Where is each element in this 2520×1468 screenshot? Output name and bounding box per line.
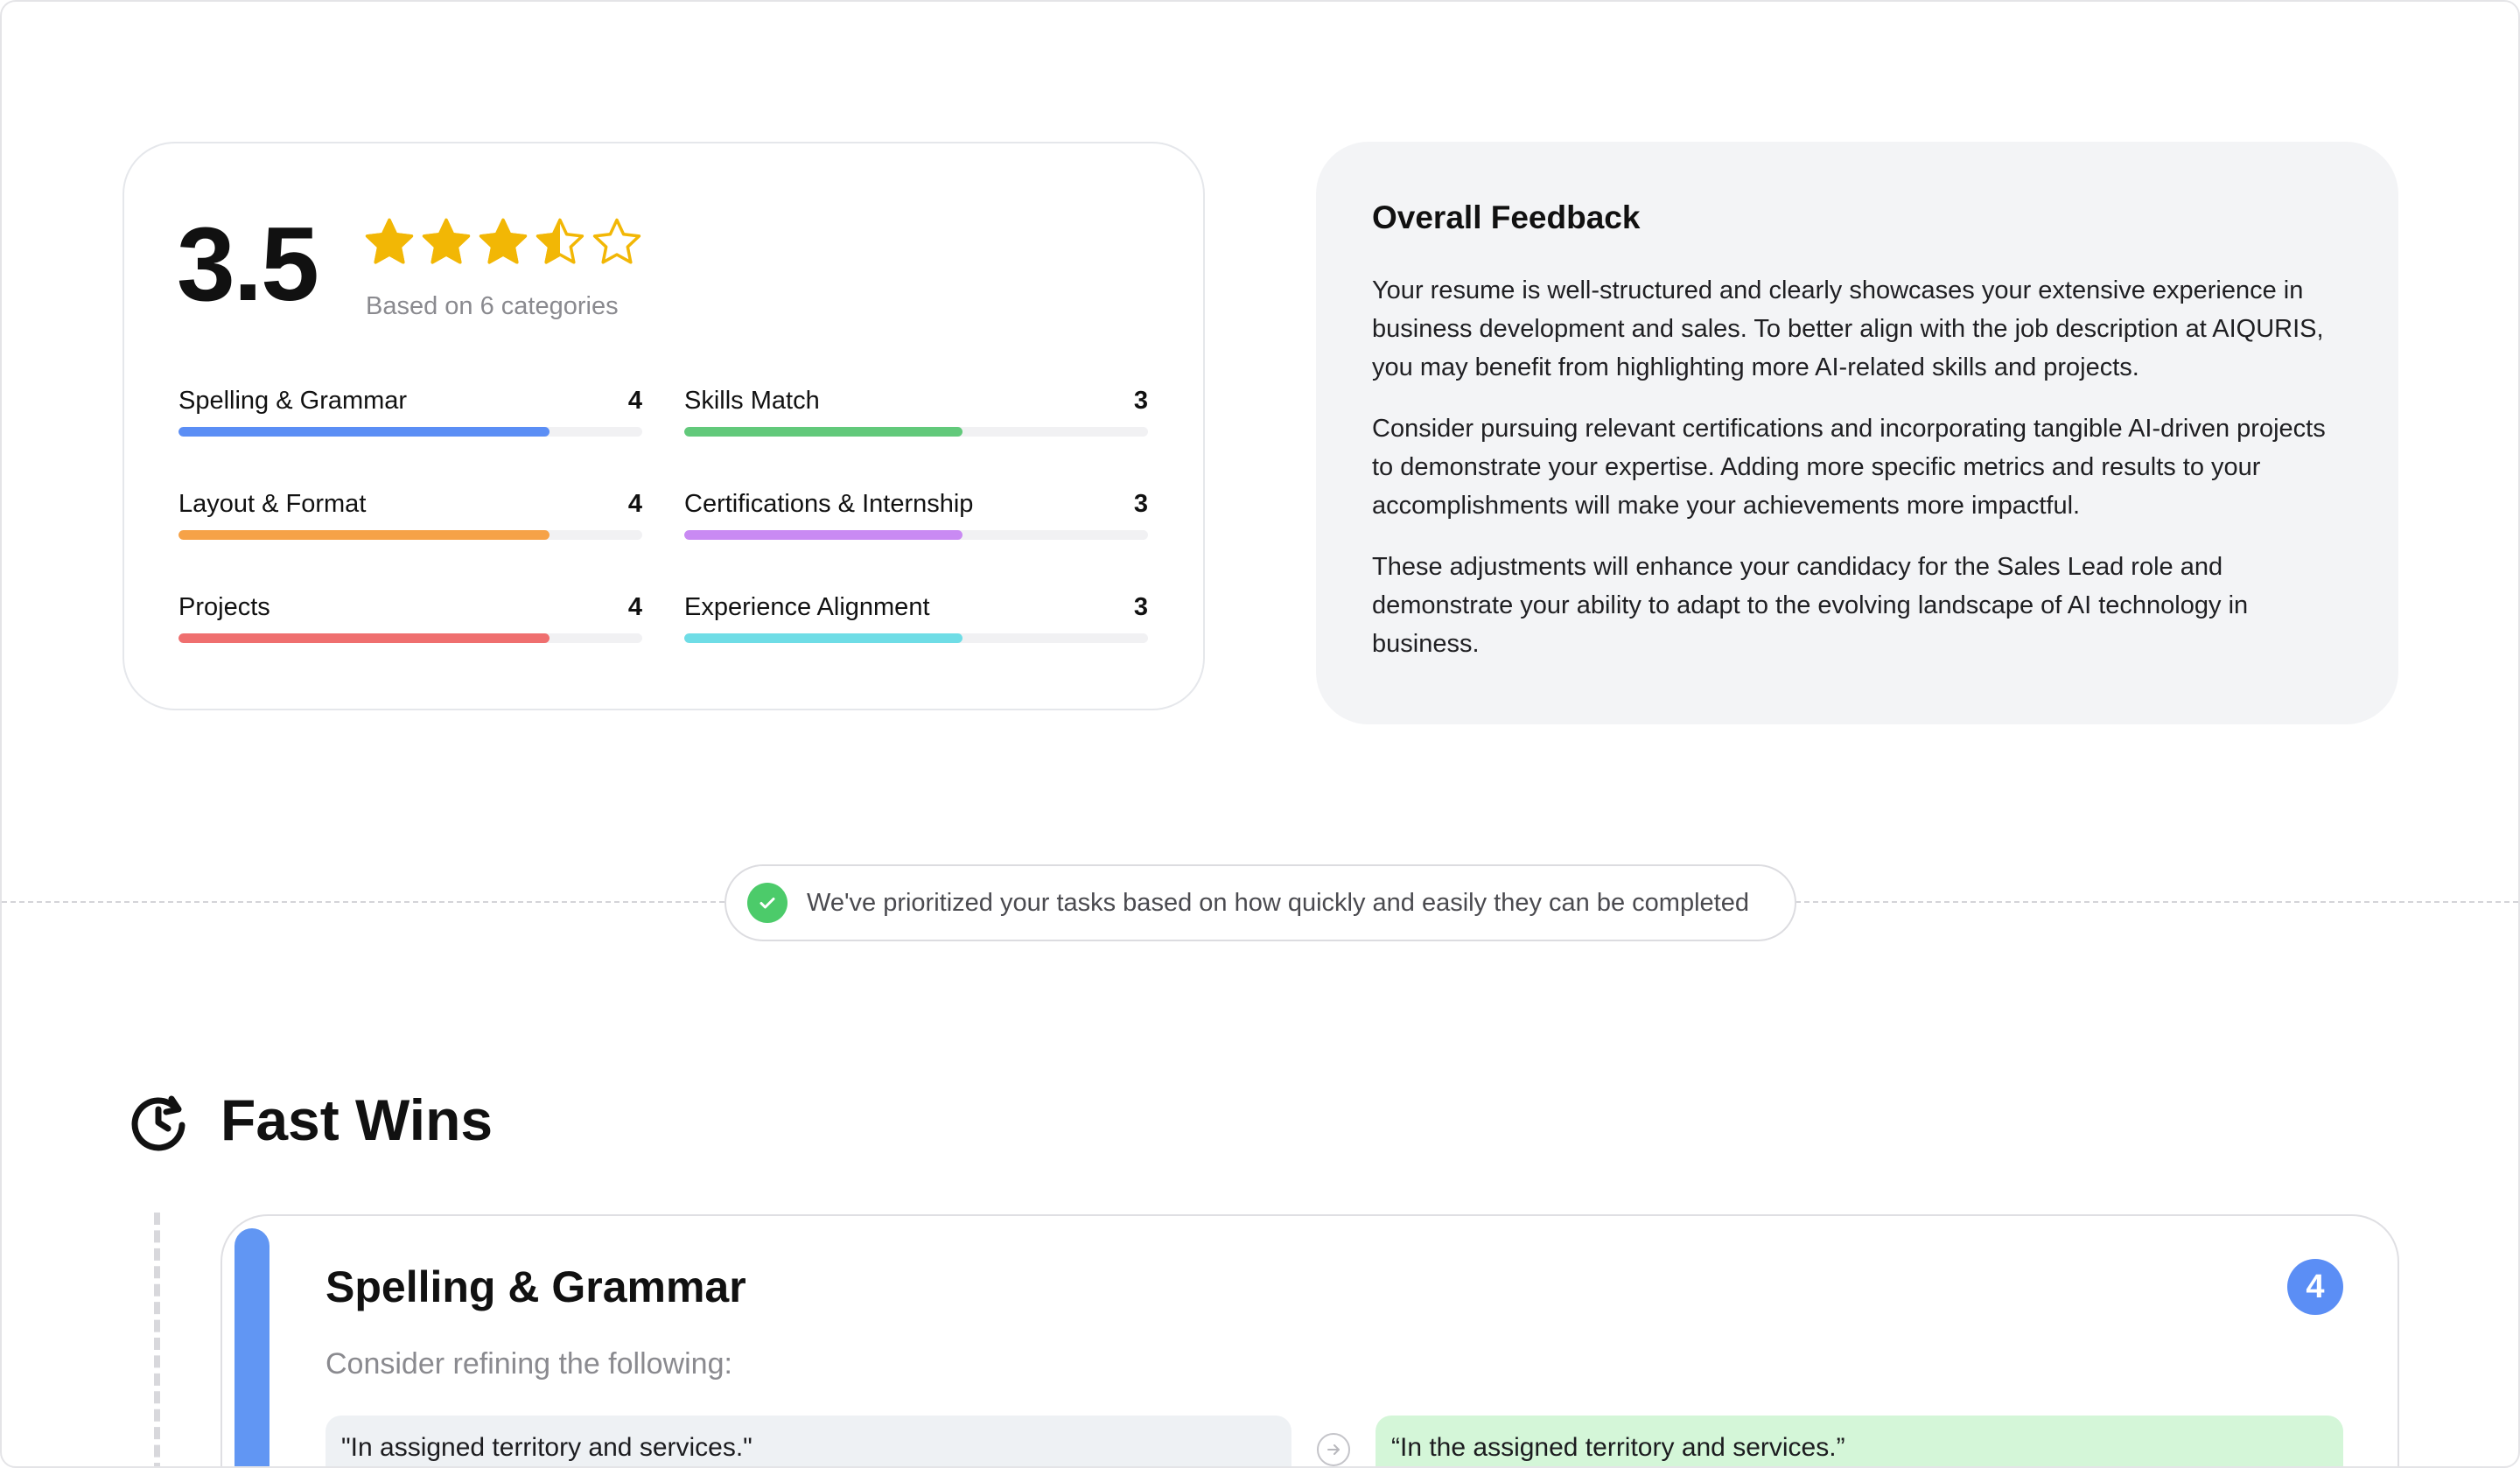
star-empty-icon (592, 217, 642, 268)
category-projects (178, 593, 642, 643)
category-progress-fill (684, 633, 962, 643)
category-score: 4 (627, 387, 642, 415)
category-progress-track (178, 530, 642, 540)
category-progress-track (178, 427, 642, 437)
clock-refresh-icon (128, 1090, 189, 1151)
category-label: Spelling & Grammar (178, 387, 408, 415)
rating-basis: Based on 6 categories (366, 292, 619, 320)
category-score: 3 (1133, 387, 1148, 415)
star-full-icon (364, 217, 415, 268)
category-spelling-grammar (178, 387, 642, 437)
category-layout-format (178, 490, 642, 540)
category-progress-track (684, 427, 1148, 437)
category-progress-fill (684, 427, 962, 437)
feedback-paragraph: Your resume is well-structured and clearly showcases your extensive experience in business development and sales. To better align with the job description at AIQURIS, you may benefit from highlighting more AI-related skills and projects. (1372, 276, 2324, 381)
category-progress-fill (684, 530, 962, 540)
category-score: 3 (1133, 490, 1148, 518)
star-rating (364, 217, 642, 268)
star-half-icon (535, 217, 585, 268)
category-progress-track (684, 530, 1148, 540)
category-progress-track (684, 633, 1148, 643)
star-full-icon (478, 217, 528, 268)
category-progress-fill (178, 427, 550, 437)
category-label: Layout & Format (178, 490, 367, 518)
category-score: 3 (1133, 593, 1148, 621)
feedback-paragraph: Consider pursuing relevant certifications and incorporating tangible AI-driven projects to demonstrate your expertise. Adding more specific metrics and results to your accomplishments will make your achievements more impactful. (1372, 415, 2326, 520)
category-score: 4 (627, 593, 642, 621)
feedback-title: Overall Feedback (1372, 199, 1641, 235)
original-text-box: "In assigned territory and services." (326, 1416, 1292, 1468)
category-label: Skills Match (684, 387, 820, 415)
suggested-text-box[interactable]: “In the assigned territory and services.” (1376, 1416, 2343, 1468)
category-label: Projects (178, 593, 270, 621)
prioritization-notice (724, 864, 1796, 941)
task-score-badge: 4 (2287, 1259, 2343, 1315)
category-label: Experience Alignment (684, 593, 930, 621)
overall-feedback-card (1316, 142, 2398, 724)
task-subtitle: Consider refining the following: (326, 1347, 732, 1381)
category-experience-alignment (684, 593, 1148, 643)
category-skills-match (684, 387, 1148, 437)
category-progress-track (178, 633, 642, 643)
task-title: Spelling & Grammar (326, 1262, 746, 1311)
task-accent-bar (234, 1228, 270, 1468)
arrow-right-icon (1317, 1433, 1350, 1466)
section-title-fast-wins: Fast Wins (220, 1087, 494, 1152)
category-progress-fill (178, 530, 550, 540)
star-full-icon (421, 217, 472, 268)
notice-text: We've prioritized your tasks based on how quickly and easily they can be completed (807, 888, 1749, 917)
feedback-paragraph: These adjustments will enhance your candidacy for the Sales Lead role and demonstrate your ability to adapt to the evolving landscape of AI technology in business. (1372, 553, 2249, 658)
check-circle-icon (747, 883, 788, 923)
category-label: Certifications & Internship (684, 490, 974, 518)
category-progress-fill (178, 633, 550, 643)
category-certifications-internship (684, 490, 1148, 540)
timeline-connector (154, 1213, 160, 1468)
category-score: 4 (627, 490, 642, 518)
overall-score: 3.5 (177, 206, 318, 323)
